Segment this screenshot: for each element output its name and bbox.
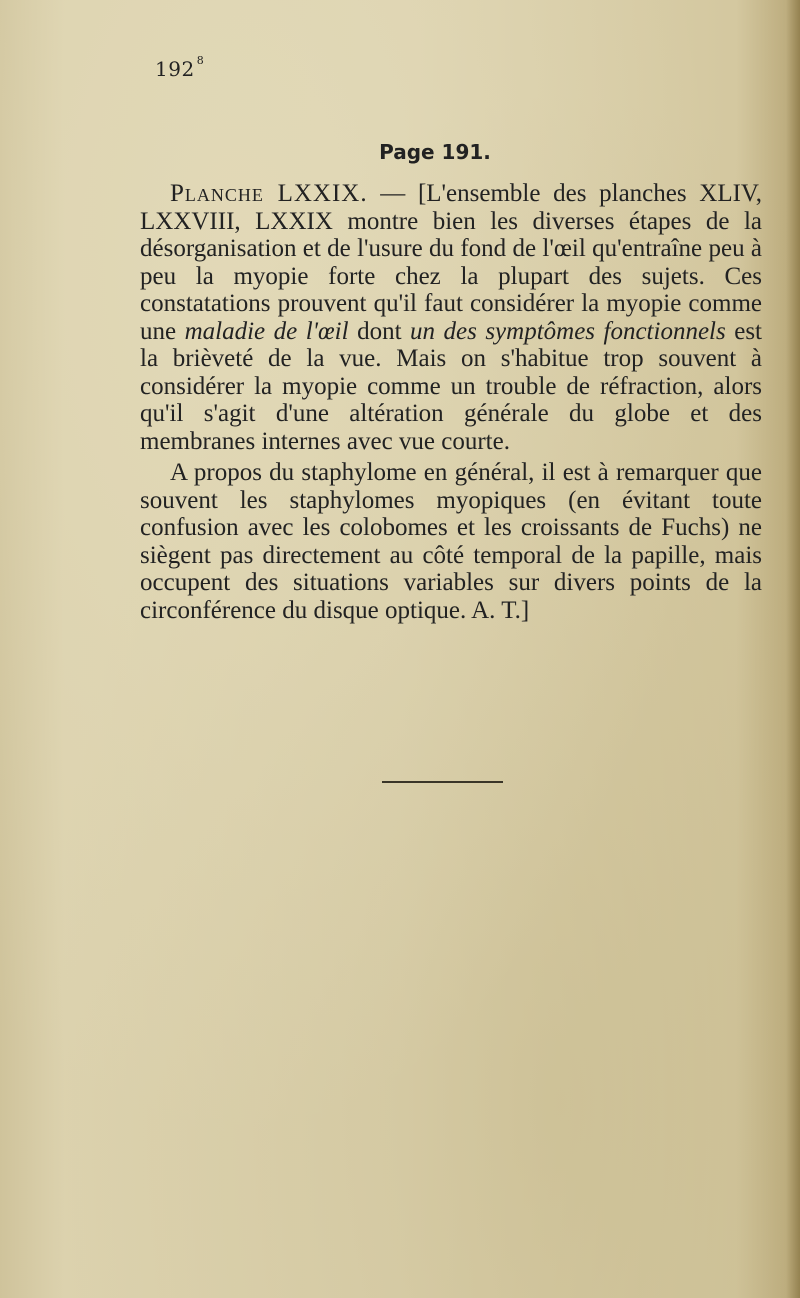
page-number-suffix: 8 bbox=[196, 54, 205, 68]
paragraph-staphylome: A propos du staphylome en général, il est à remarquer que souvent les staphylomes myopiques (en évitant toute confusion avec les colobomes et les croissants de Fuchs) ne siègent pas directement au côté temporal de la papille, mais occupent des situations variables sur divers points de la circonférence du disque optique. A. T.] bbox=[140, 459, 762, 624]
paragraph-1-part-1: — [L'ensemble des planches XLIV, LXXVIII, LXXIX montre bien les diverses étapes de la désorganisation et de l'usure du fond de l'œil qu'entraîne peu à peu la myopie forte chez la plupart des sujets. Ces constatations prouvent qu'il faut considérer la myopie comme une bbox=[140, 180, 763, 345]
plate-label: Planche LXXIX. bbox=[170, 180, 368, 207]
paragraph-1-italic-2: un des symptômes fonctionnels bbox=[410, 317, 726, 345]
paragraph-1-part-2: dont bbox=[348, 317, 411, 345]
page-number-value: 192 bbox=[155, 57, 195, 81]
page-edge-shadow bbox=[786, 0, 800, 1298]
closing-rule bbox=[382, 781, 503, 783]
paragraph-1-italic-1: maladie de l'œil bbox=[184, 317, 349, 345]
page-number bbox=[155, 54, 205, 81]
paragraph-1-part-3: est la brièveté de la vue. Mais on s'habitue trop souvent à considérer la myopie comme un trouble de réfraction, alors qu'il s'agit d'une altération générale du globe et des membranes internes avec vue courte. bbox=[140, 317, 762, 455]
section-heading: Page 191. bbox=[379, 140, 491, 164]
body-text bbox=[140, 180, 762, 624]
paragraph-plate-lxxix bbox=[140, 180, 762, 455]
